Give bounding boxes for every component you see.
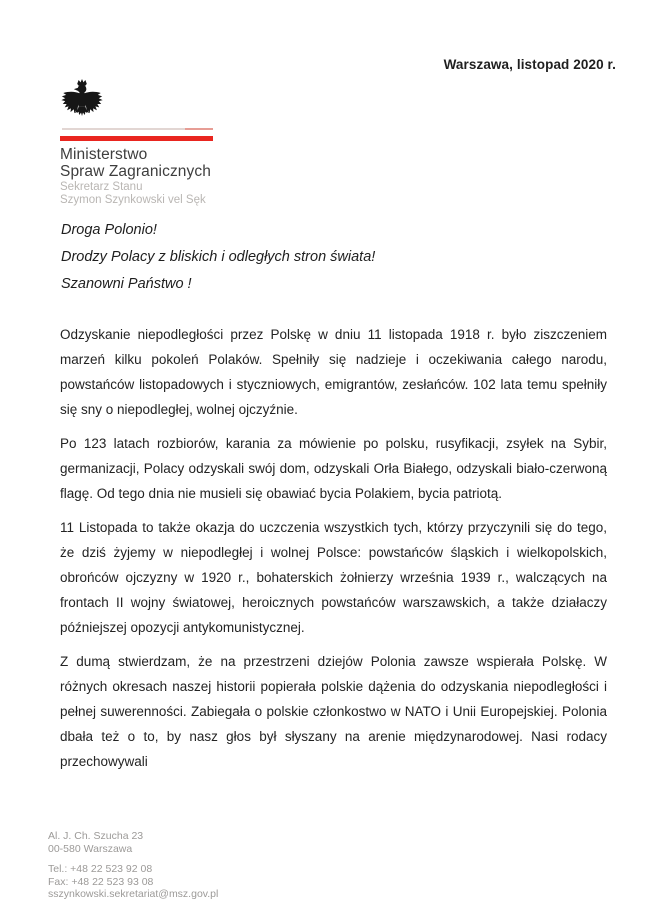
body-paragraph: Po 123 latach rozbiorów, karania za mówienie po polsku, rusyfikacji, zsyłek na Sybir, germanizacji, Polacy odzyskali swój dom, odzyskali Orła Białego, odzyskali biało-czerwoną flagę. Od tego dnia nie musieli się obawiać bycia Polakiem, bycia patriotą. [60,436,607,501]
date-line: Warszawa, listopad 2020 r. [443,57,616,72]
sender-title: Sekretarz Stanu [60,181,143,193]
footer-email: sszynkowski.sekretariat@msz.gov.pl [48,888,219,900]
footer-address-line2: 00-580 Warszawa [48,842,133,855]
footer-address-line1: Al. J. Ch. Szucha 23 [48,830,144,842]
faint-scan-line [62,128,213,130]
footer-tel: Tel.: +48 22 523 92 08 [48,863,153,875]
letter-body [60,322,607,783]
salutation-line: Droga Polonio! [61,222,157,238]
ministry-name-line2: Spraw Zagranicznych [60,163,211,180]
sender-block [60,181,206,207]
footer-address [48,830,143,855]
faint-scan-line-red-tip [185,128,213,130]
red-accent-bar [60,136,213,141]
footer-fax: Fax: +48 22 523 93 08 [48,875,154,888]
body-paragraph: Odzyskanie niepodległości przez Polskę w dniu 11 listopada 1918 r. było ziszczeniem marzeń kilku pokoleń Polaków. Spełniły się nadzieje i oczekiwania całego narodu, powstańców listopadowych i styczniowych, emigrantów, zesłańców. 102 lata temu spełniły się sny o niepodległej, wolnej ojczyźnie. [60,327,607,417]
sender-name: Szymon Szynkowski vel Sęk [60,194,206,206]
polish-eagle-icon [58,78,106,131]
ministry-name [60,146,211,180]
salutation-line: Szanowni Państwo ! [61,276,192,292]
footer-contact [48,863,218,901]
salutations [61,217,375,298]
salutation-line: Drodzy Polacy z bliskich i odległych stron świata! [61,249,376,265]
body-paragraph: 11 Listopada to także okazja do uczczenia wszystkich tych, którzy przyczynili się do tego, że dziś żyjemy w niepodległej i wolnej Polsce: powstańców śląskich i wielkopolskich, obrońców ojczyzny w 1920 r., bohaterskich żołnierzy września 1939 r., walczących na frontach II wojny światowej, heroicznych powstańców warszawskich, a także działaczy późniejszej opozycji antykomunistycznej. [60,520,607,635]
body-paragraph: Z dumą stwierdzam, że na przestrzeni dziejów Polonia zawsze wspierała Polskę. W różnych okresach naszej historii popierała polskie dążenia do odzyskania niepodległości i pełnej suwerenności. Zabiegała o polskie członkostwo w NATO i Unii Europejskiej. Polonia dbała też o to, by nasz głos był słyszany na arenie międzynarodowej. Nasi rodacy przechowywali [60,654,607,769]
ministry-name-line1: Ministerstwo [60,146,148,163]
